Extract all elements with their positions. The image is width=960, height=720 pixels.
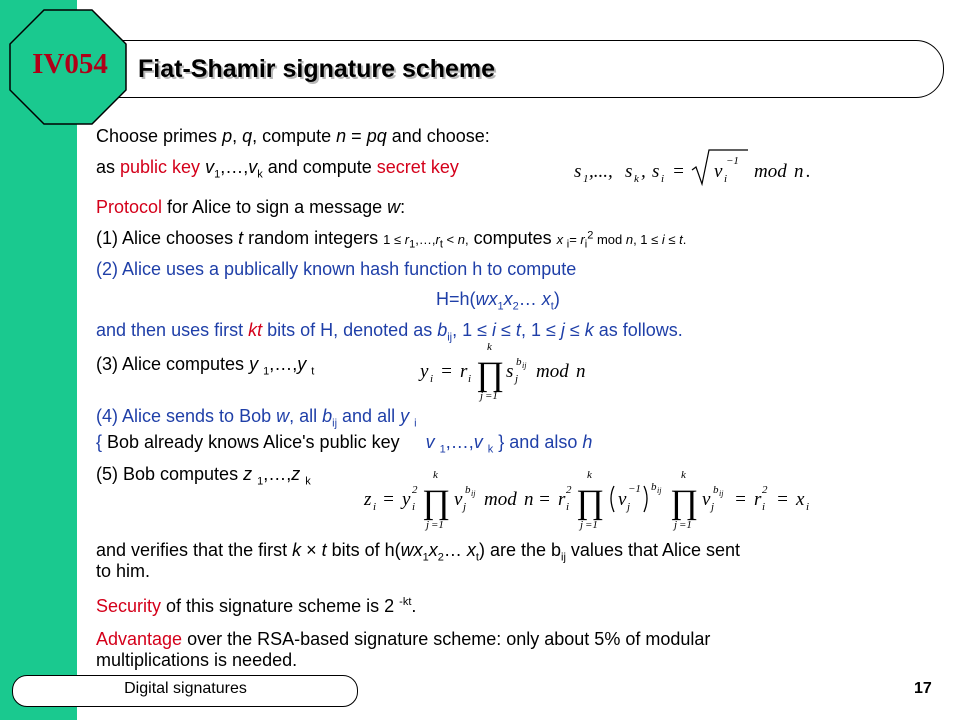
svg-text:k: k	[487, 341, 492, 353]
svg-text:,: ,	[641, 161, 646, 182]
svg-text:i: i	[762, 501, 766, 513]
protocol-term: Protocol	[96, 197, 163, 217]
svg-text:ij: ij	[522, 361, 527, 370]
svg-text:s: s	[625, 161, 633, 182]
text-line-to-him: to him.	[96, 561, 151, 581]
svg-text:ij: ij	[719, 489, 724, 498]
svg-text:,...,: ,...,	[589, 161, 613, 182]
svg-text:mod: mod	[484, 489, 517, 510]
svg-text:i: i	[468, 373, 472, 385]
svg-text:j: j	[674, 519, 678, 531]
svg-text:i: i	[412, 501, 416, 513]
svg-text:n: n	[524, 489, 534, 510]
svg-text:k: k	[634, 173, 639, 185]
y-formula	[418, 338, 618, 402]
course-code: IV054	[32, 48, 108, 80]
svg-text:.: .	[806, 161, 811, 182]
svg-text:2: 2	[412, 484, 418, 496]
text-line-multiplications: multiplications is needed.	[96, 650, 298, 670]
svg-text:=1: =1	[431, 519, 444, 531]
svg-text:k: k	[433, 469, 438, 481]
security-term: Security	[96, 596, 162, 616]
svg-text:b: b	[713, 484, 719, 496]
step-4-line: (4) Alice sends to Bob w, all $b_{ij}$ and all y $_i$	[96, 406, 417, 430]
svg-text:y: y	[420, 361, 429, 382]
svg-text:ij: ij	[471, 489, 476, 498]
svg-text:j: j	[515, 373, 519, 385]
svg-text:b: b	[651, 481, 657, 493]
step-1-line: (1) Alice chooses t random integers $1 \le r_1,\dots,r_t < n$, computes x $_i= r_i^2$ mod n, 1 ≤ i ≤ t.	[96, 228, 687, 251]
svg-text:j: j	[426, 519, 430, 531]
svg-text:i: i	[724, 173, 728, 185]
svg-text:=: =	[776, 489, 789, 510]
text-line-verifies: and verifies that the first k × t bits of $h(wx_1x_2\dots$ $x_t$) are the $b_{ij}$ values that Alice sent	[96, 540, 741, 564]
step-2-line: (2) Alice uses a publically known hash function h to compute	[96, 259, 577, 279]
svg-text:∏: ∏	[576, 484, 604, 521]
svg-text:s: s	[652, 161, 660, 182]
svg-text:=: =	[538, 489, 551, 510]
svg-text:r: r	[558, 489, 566, 510]
svg-text:j: j	[580, 519, 584, 531]
text-line-advantage: Advantage over the RSA-based signature scheme: only about 5% of modular	[96, 629, 711, 649]
svg-text:−1: −1	[628, 483, 641, 495]
svg-text:=: =	[382, 489, 395, 510]
svg-text:k: k	[681, 469, 686, 481]
text-line-protocol: Protocol for Alice to sign a message w:	[96, 197, 406, 217]
svg-text:∏: ∏	[670, 484, 698, 521]
svg-text:2: 2	[566, 484, 572, 496]
svg-text:v: v	[618, 489, 627, 510]
svg-text:y: y	[402, 489, 411, 510]
svg-text:i: i	[373, 501, 377, 513]
text-line-kt-bits: and then uses first kt bits of H, denoted as $b_{ij}$, 1 ≤ i ≤ t, 1 ≤ j ≤ k as follows.	[96, 320, 683, 344]
svg-text:=1: =1	[585, 519, 598, 531]
page-number: 17	[914, 680, 932, 697]
svg-text:s: s	[506, 361, 514, 382]
svg-text:z: z	[364, 489, 372, 510]
text-line-choose-primes: Choose primes p, q, compute n = pq and choose:	[96, 126, 490, 146]
svg-text:b: b	[516, 356, 522, 368]
svg-text:=: =	[734, 489, 747, 510]
slide-title: Fiat-Shamir signature scheme	[138, 55, 496, 83]
svg-text:mod: mod	[754, 161, 787, 182]
svg-text:v: v	[454, 489, 463, 510]
svg-text:k: k	[587, 469, 592, 481]
svg-text:r: r	[754, 489, 762, 510]
footer-label: Digital signatures	[124, 680, 247, 697]
text-line-security: Security of this signature scheme is 2 $^{-kt}$.	[96, 596, 417, 616]
step-5-line: (5) Bob computes z $_1$,…,z $_k$	[96, 464, 311, 488]
svg-text:b: b	[465, 484, 471, 496]
svg-text:n: n	[794, 161, 804, 182]
svg-text:s: s	[574, 161, 582, 182]
svg-text:i: i	[566, 501, 570, 513]
svg-text:i: i	[661, 173, 665, 185]
step-3-line: (3) Alice computes y $_1$,…,y $_t$	[96, 354, 315, 378]
z-formula	[362, 462, 872, 532]
secret-key-term: secret key	[376, 157, 459, 177]
svg-text:i: i	[806, 501, 810, 513]
text-line-bob-knows: { Bob already knows Alice's public key v $_1$,…,v $_k$ } and also h	[96, 432, 593, 456]
svg-text:=1: =1	[485, 390, 498, 402]
secret-key-formula	[568, 144, 818, 190]
svg-text:∏: ∏	[422, 484, 450, 521]
svg-text:−1: −1	[726, 155, 739, 167]
svg-text:x: x	[796, 489, 805, 510]
svg-text:=1: =1	[679, 519, 692, 531]
svg-text:mod: mod	[536, 361, 569, 382]
svg-text:=: =	[440, 361, 453, 382]
hash-expression: $H=h(wx_1x_2\dots$ $x_t$)	[436, 289, 560, 313]
advantage-term: Advantage	[96, 629, 183, 649]
svg-text:2: 2	[762, 484, 768, 496]
security-exponent: -kt	[399, 596, 412, 608]
svg-text:1: 1	[583, 173, 589, 185]
svg-text:v: v	[714, 161, 723, 182]
svg-text:ij: ij	[657, 486, 662, 495]
svg-text:r: r	[460, 361, 468, 382]
svg-text:i: i	[430, 373, 434, 385]
svg-text:∏: ∏	[476, 356, 504, 393]
text-line-keys: as public key $v_1,\dots,v_k$ and compute secret key	[96, 157, 459, 181]
svg-text:=: =	[672, 161, 685, 182]
svg-text:j: j	[627, 501, 631, 513]
svg-text:n: n	[576, 361, 586, 382]
svg-text:j: j	[463, 501, 467, 513]
svg-text:j: j	[480, 390, 484, 402]
svg-text:j: j	[711, 501, 715, 513]
svg-text:v: v	[702, 489, 711, 510]
public-key-term: public key	[120, 157, 201, 177]
